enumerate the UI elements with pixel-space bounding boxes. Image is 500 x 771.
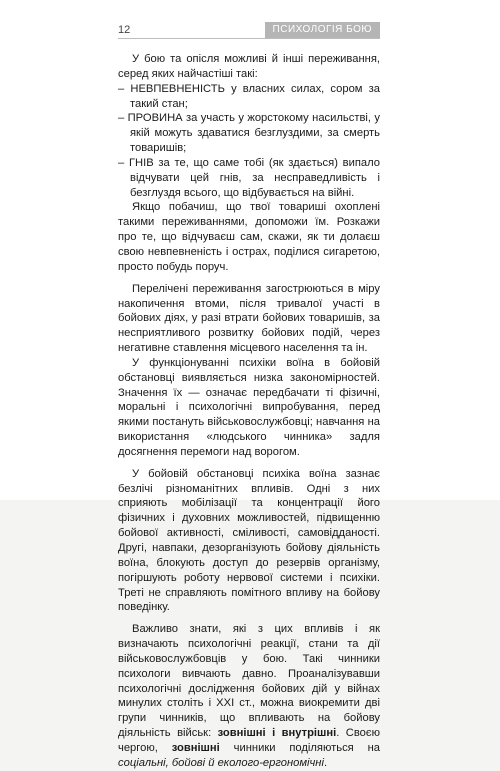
list-item xyxy=(118,82,380,112)
important-paragraph xyxy=(118,622,380,770)
body-text xyxy=(118,52,380,771)
intro-paragraph: У бою та опісля можливі й інші переживання, серед яких найчастіші такі: xyxy=(118,53,380,80)
important-end: . xyxy=(323,756,328,769)
functioning-paragraph: У функціонуванні психіки воїна в бойовій обстановці виявляється низка закономірностей. Значення їх — означає передбачати ті фізичні, моральні і психологічні випробування, перед якими постануть військовослужбовці; навчання на використання «людського чинника» задля досягнення перемоги над ворогом. xyxy=(118,356,380,458)
important-text: Важливо знати, які з цих впливів і як визначають психологічні реакції, стани та дії військовослужбовців у бою. Такі чинники психологи вивчають давно. Проаналізувавши психологічні дослідження бойових дій у війнах минулих століть і XXI ст., можна виокремити дві групи чинників, що впливають на бойову діяльність військ: xyxy=(118,623,380,740)
list-text: за те, що саме тобі (як здається) випало відчувати цей гнів, за несправедливість і безглуздя всього, що відбувається на війні. xyxy=(130,156,380,199)
important-italic: соціальні, бойові й еколого-ергономічні xyxy=(118,756,324,769)
list-term: ПРОВИНА xyxy=(127,112,183,125)
list-term: ГНІВ xyxy=(128,156,154,169)
important-tail: чинники поділяються на xyxy=(219,741,380,754)
running-title: ПСИХОЛОГІЯ БОЮ xyxy=(265,22,380,38)
important-bold-pair: зовнішні і внутрішні xyxy=(217,727,337,740)
page-number: 12 xyxy=(118,24,131,36)
list-text: у власних силах, сором за такий стан; xyxy=(130,82,380,110)
page-header xyxy=(118,22,380,39)
important-bold-word: зовнішні xyxy=(171,741,220,754)
list-item xyxy=(118,156,380,201)
list-item xyxy=(118,111,380,156)
important-mid: . Своєю чергою, xyxy=(118,727,380,754)
influences-paragraph: У бойовій обстановці психіка воїна зазнає безлічі різноманітних впливів. Одні з них сприяють мобілізації та концентрації його фізичних і духовних можливостей, підвищенню бойової активності, сміливості, самовідданості. Другі, навпаки, дезорганізують бойову діяльність воїна, блокують доступ до резервів організму, погіршують роботу нервової системи і психіки. Треті не справляють помітного впливу на бойову поведінку. xyxy=(118,467,380,614)
accumulate-paragraph: Перелічені переживання загострюються в міру накопичення втоми, після тривалої участі в бойових діях, у разі втрати бойових товаришів, за несприятливого розвитку бойових подій, через негативне ставлення місцевого населення та ін. xyxy=(118,282,380,355)
list-text: за участь у жорстокому насильстві, у якій можуть здаватися безглуздими, за смерть товаришів; xyxy=(130,112,380,155)
list-term: НЕВПЕВНЕНІСТЬ xyxy=(130,82,225,95)
advice-paragraph: Якщо побачиш, що твої товариші охоплені такими переживаннями, допоможи їм. Розкажи про те, що відчуваєш сам, скажи, як ти долаєш свою невпевненість і острах, поділися сигаретою, просто побудь поруч. xyxy=(118,201,380,273)
